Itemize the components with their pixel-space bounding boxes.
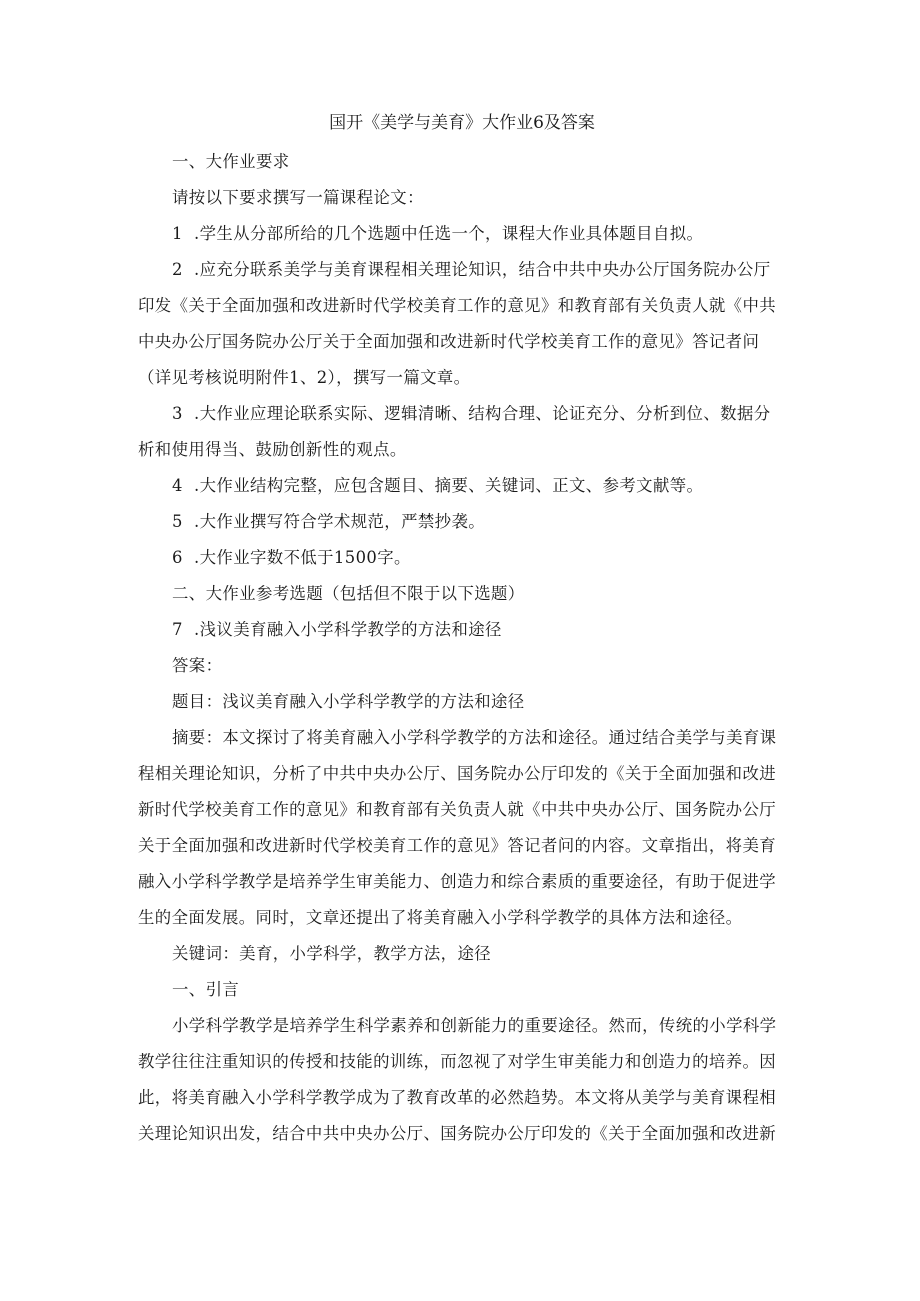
requirement-text: 析和使用得当、鼓励创新性的观点。 [138, 440, 407, 459]
requirement-text: （详见考核说明附件1、2），撰写一篇文章。 [138, 368, 471, 387]
section-heading-topics: 二、大作业参考选题（包括但不限于以下选题） [172, 584, 525, 603]
requirement-text: .大作业应理论联系实际、逻辑清晰、结构合理、论证充分、分析到位、数据分 [194, 404, 771, 423]
document-title: 国开《美学与美育》大作业6及答案 [329, 113, 595, 133]
requirement-number: 1 [172, 224, 183, 243]
topic-item [138, 612, 786, 648]
abstract-line: 程相关理论知识，分析了中共中央办公厅、国务院办公厅印发的《关于全面加强和改进 [138, 764, 777, 783]
answer-label: 答案： [172, 656, 223, 675]
abstract-line: 关于全面加强和改进新时代学校美育工作的意见》答记者问的内容。文章指出，将美育 [138, 836, 777, 855]
requirement-number: 2 [172, 260, 183, 279]
abstract-line: 融入小学科学教学是培养学生审美能力、创造力和综合素质的重要途径，有助于促进学 [138, 872, 777, 891]
requirement-text: .学生从分部所给的几个选题中任选一个，课程大作业具体题目自拟。 [194, 224, 704, 243]
requirement-number: 3 [172, 404, 183, 423]
topic-number: 7 [172, 620, 183, 639]
introduction-line: 关理论知识出发，结合中共中央办公厅、国务院办公厅印发的《关于全面加强和改进新 [138, 1124, 777, 1143]
abstract-line: 新时代学校美育工作的意见》和教育部有关负责人就《中共中央办公厅、国务院办公厅 [138, 800, 777, 819]
requirement-item [138, 540, 786, 576]
section-heading-requirements: 一、大作业要求 [172, 152, 290, 171]
keywords-line: 关键词：美育，小学科学，教学方法，途径 [172, 944, 492, 963]
introduction-line: 小学科学教学是培养学生科学素养和创新能力的重要途径。然而，传统的小学科学 [172, 1016, 777, 1035]
requirement-text: 印发《关于全面加强和改进新时代学校美育工作的意见》和教育部有关负责人就《中共 [138, 296, 777, 315]
section-heading-introduction: 一、引言 [172, 980, 240, 999]
introduction-line: 此，将美育融入小学科学教学成为了教育改革的必然趋势。本文将从美学与美育课程相 [138, 1088, 777, 1107]
requirement-number: 4 [172, 476, 183, 495]
topic-text: .浅议美育融入小学科学教学的方法和途径 [194, 620, 502, 639]
intro-line: 请按以下要求撰写一篇课程论文： [172, 188, 424, 207]
introduction-line: 教学往往注重知识的传授和技能的训练，而忽视了对学生审美能力和创造力的培养。因 [138, 1052, 777, 1071]
requirement-text: 中央办公厅国务院办公厅关于全面加强和改进新时代学校美育工作的意见》答记者问 [138, 332, 760, 351]
requirement-text: .大作业字数不低于1500字。 [194, 548, 411, 567]
requirement-text: .应充分联系美学与美育课程相关理论知识，结合中共中央办公厅国务院办公厅 [194, 260, 771, 279]
requirement-item [138, 468, 786, 504]
requirement-item [138, 504, 786, 540]
requirement-text: .大作业结构完整，应包含题目、摘要、关键词、正文、参考文献等。 [194, 476, 704, 495]
requirement-item [138, 252, 786, 396]
introduction-paragraph [138, 1008, 786, 1152]
requirement-number: 5 [172, 512, 183, 531]
paper-title: 题目：浅议美育融入小学科学教学的方法和途径 [172, 692, 525, 711]
requirement-item [138, 396, 786, 468]
abstract-line: 摘要：本文探讨了将美育融入小学科学教学的方法和途径。通过结合美学与美育课 [172, 728, 777, 747]
abstract-paragraph [138, 720, 786, 936]
requirement-text: .大作业撰写符合学术规范，严禁抄袭。 [194, 512, 486, 531]
requirement-item [138, 216, 786, 252]
abstract-line: 生的全面发展。同时，文章还提出了将美育融入小学科学教学的具体方法和途径。 [138, 908, 743, 927]
requirement-number: 6 [172, 548, 183, 567]
document-page [138, 108, 786, 1152]
